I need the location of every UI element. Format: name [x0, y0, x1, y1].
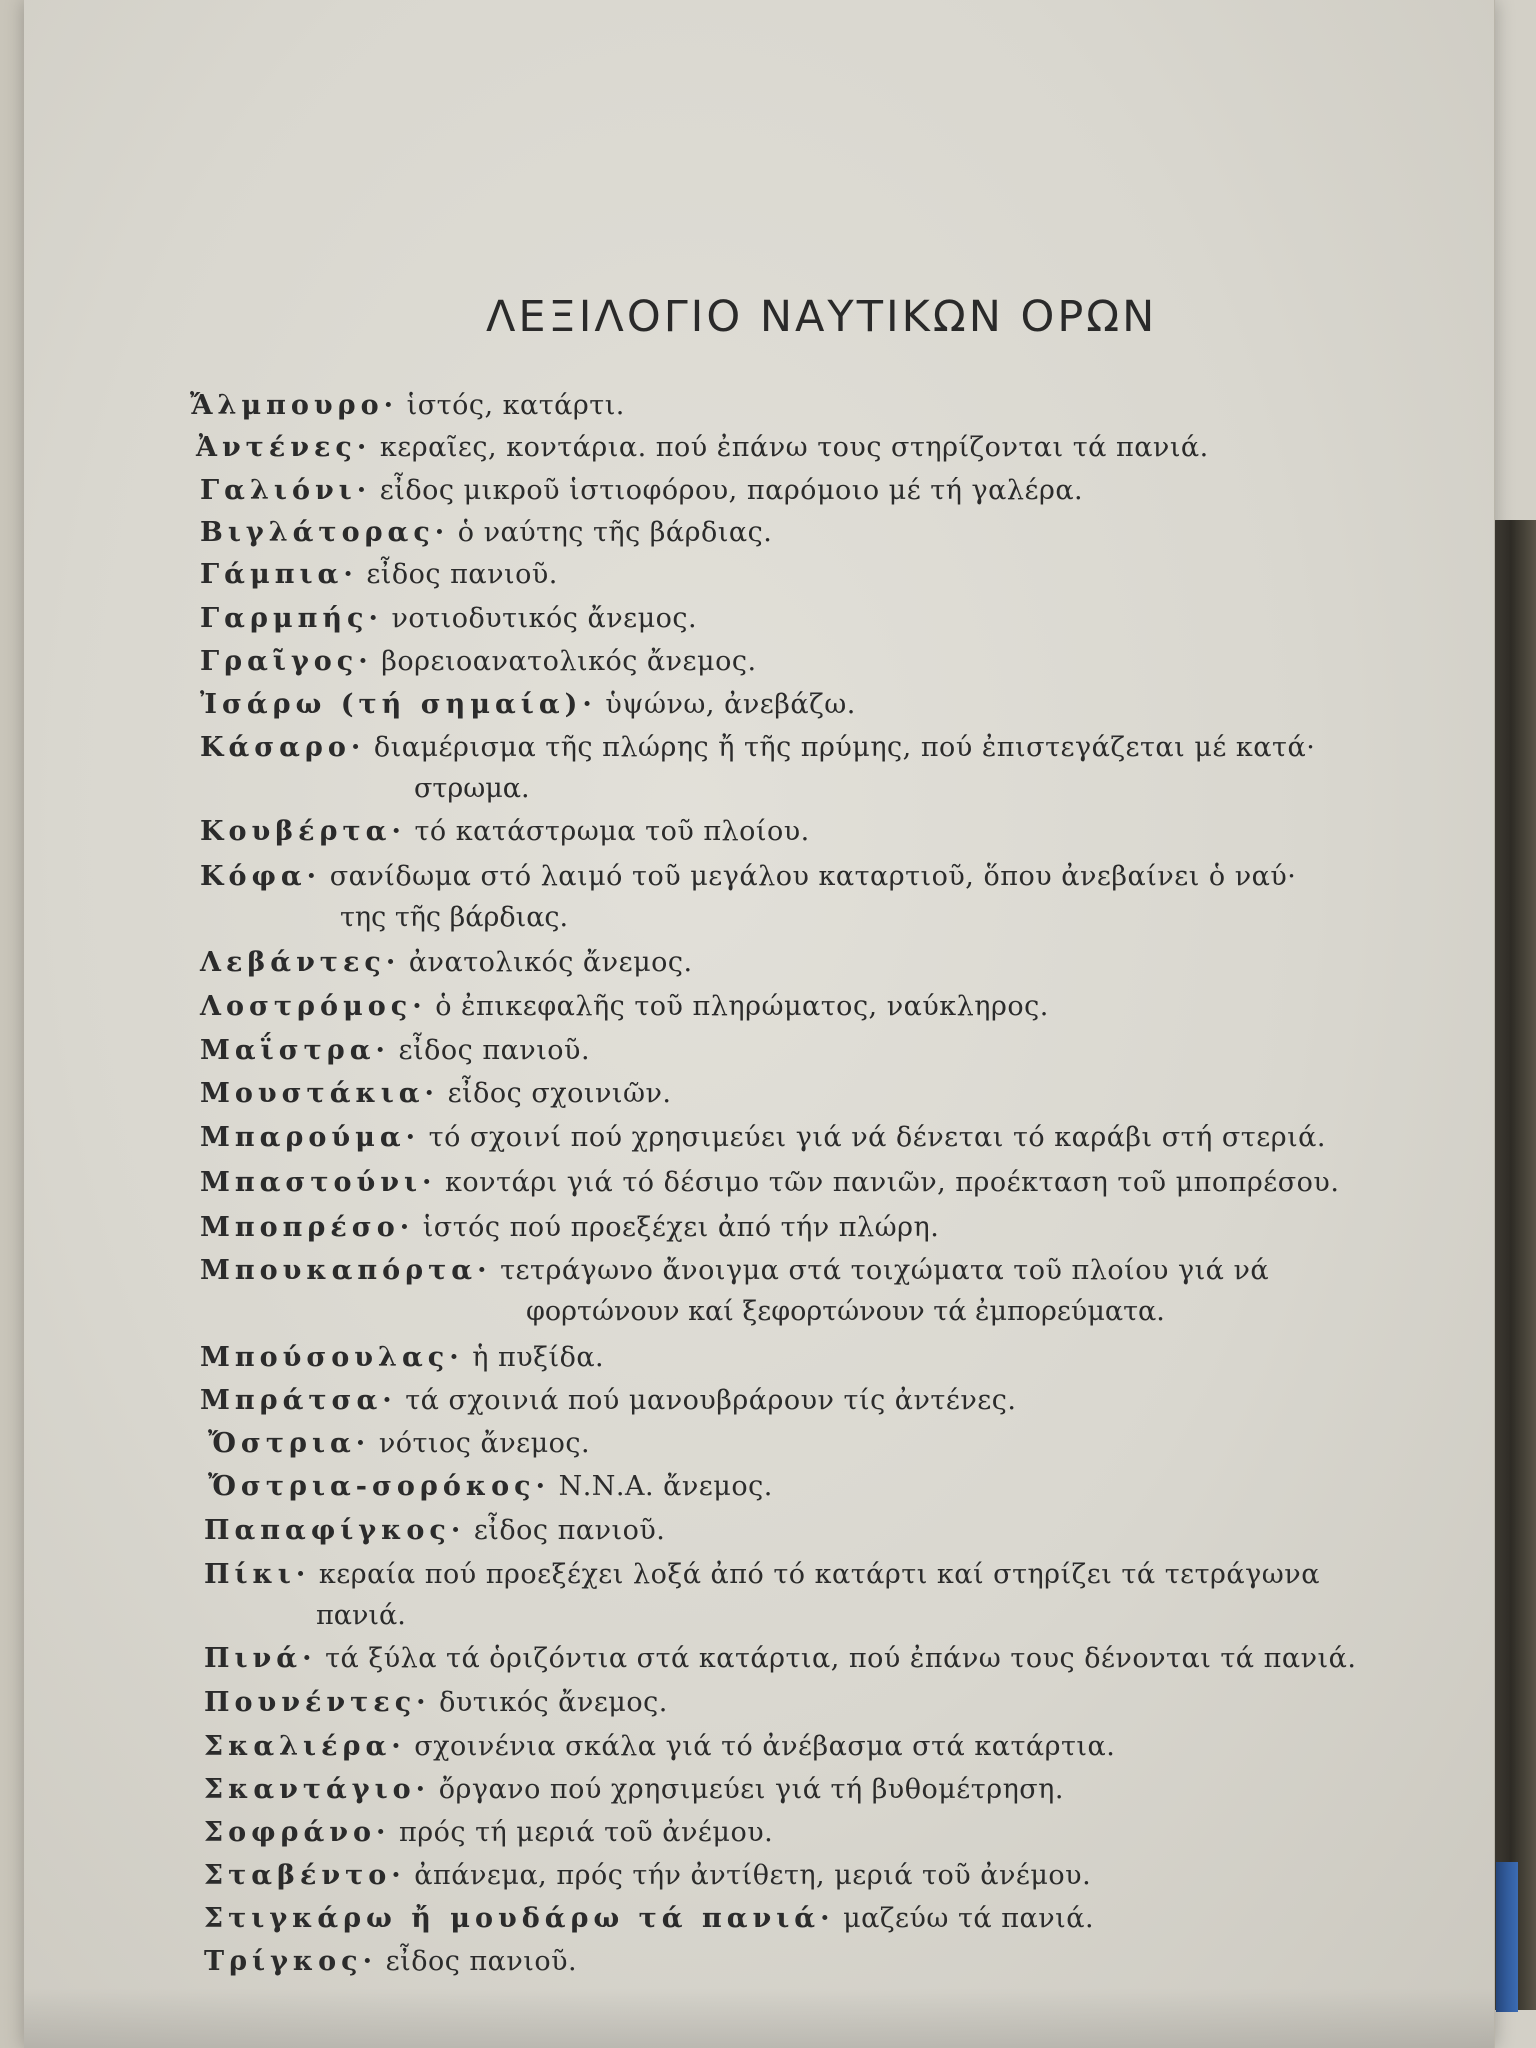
- entry-definition: ὄργανο πού χρησιμεύει γιά τή βυθομέτρηση.: [438, 1774, 1064, 1805]
- glossary-entry: [196, 427, 1209, 468]
- entry-term: Μουστάκια·: [200, 1078, 439, 1109]
- entry-term: Πίκι·: [204, 1559, 311, 1590]
- glossary-entry: [204, 1726, 1115, 1767]
- entry-definition: εἶδος πανιοῦ.: [473, 1515, 666, 1546]
- entry-term: Βιγλάτορας·: [200, 517, 450, 548]
- glossary-entry: [204, 1812, 773, 1853]
- glossary-entry: [190, 385, 625, 426]
- glossary-entry: [200, 512, 772, 553]
- page-title: ΛΕΞΙΛΟΓΙΟ ΝΑΥΤΙΚΩΝ ΟΡΩΝ: [486, 292, 1158, 342]
- entry-term: Σκαντάγιο·: [204, 1774, 431, 1805]
- entry-continuation: φορτώνουν καί ξεφορτώνουν τά ἐμπορεύματα.: [526, 1296, 1165, 1327]
- entry-term: Ἰσάρω (τή σημαία)·: [200, 689, 597, 720]
- glossary-entry: [200, 727, 1315, 809]
- entry-term: Κουβέρτα·: [200, 816, 406, 847]
- entry-continuation: πανιά.: [316, 1600, 406, 1631]
- entry-definition: κεραία πού προεξέχει λοξά ἀπό τό κατάρτι καί στηρίζει τά τετράγωνα: [318, 1559, 1320, 1590]
- entry-definition: ὑψώνω, ἀνεβάζω.: [605, 689, 856, 720]
- entry-term: Μπουκαπόρτα·: [200, 1255, 492, 1286]
- entry-term: Μπράτσα·: [200, 1385, 397, 1416]
- entry-definition: ἀπάνεμα, πρός τήν ἀντίθετη, μεριά τοῦ ἀνέμου.: [414, 1860, 1092, 1891]
- glossary-entry: [200, 942, 693, 983]
- entry-term: Κόφα·: [200, 861, 322, 892]
- entry-term: Γαλιόνι·: [200, 475, 372, 506]
- glossary-entry: [200, 1380, 1016, 1421]
- entry-definition: εἶδος σχοινιῶν.: [447, 1078, 672, 1109]
- glossary-entry: [208, 1466, 773, 1507]
- entry-term: Παπαφίγκος·: [204, 1515, 466, 1546]
- glossary-entry: [204, 1554, 1320, 1636]
- entry-definition: ἱστός πού προεξέχει ἀπό τήν πλώρη.: [422, 1212, 940, 1243]
- entry-definition: πρός τή μεριά τοῦ ἀνέμου.: [399, 1817, 774, 1848]
- entry-term: Πινά·: [204, 1643, 317, 1674]
- entry-term: Λοστρόμος·: [200, 991, 427, 1022]
- entry-definition: ὁ ἐπικεφαλῆς τοῦ πληρώματος, ναύκληρος.: [435, 991, 1049, 1022]
- glossary-entry: [200, 641, 757, 682]
- entry-term: Ἀντένες·: [196, 432, 372, 463]
- glossary-entry: [200, 856, 1296, 938]
- glossary-entry: [200, 554, 558, 595]
- entry-term: Γραῖγος·: [200, 646, 373, 677]
- glossary-entry: [204, 1682, 668, 1723]
- glossary-entry: [204, 1898, 1094, 1939]
- entry-definition: τά ξύλα τά ὁριζόντια στά κατάρτια, πού ἐπάνω τους δένονται τά πανιά.: [325, 1643, 1357, 1674]
- entry-term: Γαρμπής·: [200, 603, 383, 634]
- entry-definition: βορειοανατολικός ἄνεμος.: [381, 646, 757, 677]
- entry-definition: κοντάρι γιά τό δέσιμο τῶν πανιῶν, προέκταση τοῦ μποπρέσου.: [445, 1167, 1340, 1198]
- glossary-entry: [200, 1337, 604, 1378]
- glossary-entry: [200, 684, 856, 725]
- glossary-entry: [200, 811, 810, 852]
- entry-definition: διαμέρισμα τῆς πλώρης ἤ τῆς πρύμης, πού ἐπιστεγάζεται μέ κατά·: [373, 732, 1316, 763]
- glossary-entry: [204, 1638, 1356, 1679]
- entry-definition: τό σχοινί πού χρησιμεύει γιά νά δένεται τό καράβι στή στεριά.: [428, 1122, 1326, 1153]
- entry-term: Μπαστούνι·: [200, 1167, 437, 1198]
- glossary-entry: [204, 1855, 1091, 1896]
- entry-term: Μπαρούμα·: [200, 1122, 421, 1153]
- entry-definition: ὁ ναύτης τῆς βάρδιας.: [457, 517, 773, 548]
- entry-term: Ὄστρια-σορόκος·: [208, 1471, 550, 1502]
- entry-term: Ὄστρια·: [208, 1428, 371, 1459]
- glossary-entry: [200, 1030, 590, 1071]
- entry-definition: κεραῖες, κοντάρια. πού ἐπάνω τους στηρίζονται τά πανιά.: [379, 432, 1209, 463]
- book-cover-edge: [1496, 1862, 1518, 2012]
- glossary-entry: [204, 1510, 665, 1551]
- page-shadow: [24, 1988, 1494, 2048]
- entry-term: Σκαλιέρα·: [204, 1731, 406, 1762]
- entry-definition: τό κατάστρωμα τοῦ πλοίου.: [414, 816, 810, 847]
- book-spine-edge: [1490, 520, 1536, 2010]
- glossary-entry: [200, 598, 697, 639]
- entry-definition: σχοινένια σκάλα γιά τό ἀνέβασμα στά κατάρτια.: [414, 1731, 1116, 1762]
- entry-term: Ἄλμπουρο·: [190, 390, 399, 421]
- entry-definition: τά σχοινιά πού μανουβράρουν τίς ἀντένες.: [405, 1385, 1017, 1416]
- glossary-entry: [204, 1769, 1064, 1810]
- entry-term: Μπούσουλας·: [200, 1342, 464, 1373]
- glossary-entry: [200, 1162, 1339, 1203]
- entry-term: Σοφράνο·: [204, 1817, 391, 1848]
- entry-term: Μαΐστρα·: [200, 1035, 390, 1066]
- entry-definition: εἶδος πανιοῦ.: [398, 1035, 591, 1066]
- entry-term: Κάσαρο·: [200, 732, 366, 763]
- book-page: [24, 0, 1495, 2048]
- entry-definition: μαζεύω τά πανιά.: [843, 1903, 1095, 1934]
- glossary-entry: [204, 1941, 577, 1982]
- entry-definition: τετράγωνο ἄνοιγμα στά τοιχώματα τοῦ πλοίου γιά νά: [500, 1255, 1270, 1286]
- entry-term: Γάμπια·: [200, 559, 358, 590]
- entry-definition: εἶδος πανιοῦ.: [366, 559, 558, 590]
- entry-definition: εἶδος πανιοῦ.: [385, 1946, 578, 1977]
- entry-continuation: της τῆς βάρδιας.: [340, 902, 569, 933]
- entry-term: Τρίγκος·: [204, 1946, 378, 1977]
- entry-definition: εἶδος μικροῦ ἱστιοφόρου, παρόμοιο μέ τή γαλέρα.: [379, 475, 1084, 506]
- glossary-entry: [200, 1250, 1269, 1332]
- entry-definition: σανίδωμα στό λαιμό τοῦ μεγάλου καταρτιοῦ, ὅπου ἀνεβαίνει ὁ ναύ·: [329, 861, 1297, 892]
- glossary-entry: [208, 1423, 590, 1464]
- entry-definition: ἱστός, κατάρτι.: [406, 390, 625, 421]
- entry-term: Στιγκάρω ἤ μουδάρω τά πανιά·: [204, 1903, 835, 1934]
- entry-term: Μποπρέσο·: [200, 1212, 415, 1243]
- entry-definition: νοτιοδυτικός ἄνεμος.: [391, 603, 698, 634]
- glossary-entry: [200, 986, 1049, 1027]
- entry-definition: ἡ πυξίδα.: [472, 1342, 605, 1373]
- entry-term: Σταβέντο·: [204, 1860, 406, 1891]
- entry-term: Λεβάντες·: [200, 947, 401, 978]
- entry-definition: δυτικός ἄνεμος.: [439, 1687, 668, 1718]
- glossary-entry: [200, 1073, 672, 1114]
- entry-term: Πουνέντες·: [204, 1687, 431, 1718]
- entry-definition: νότιος ἄνεμος.: [378, 1428, 591, 1459]
- entry-definition: Ν.Ν.Α. ἄνεμος.: [558, 1471, 773, 1502]
- glossary-entry: [200, 1207, 939, 1248]
- glossary-entry: [200, 470, 1083, 511]
- entry-definition: ἀνατολικός ἄνεμος.: [408, 947, 693, 978]
- entry-continuation: στρωμα.: [414, 773, 530, 804]
- glossary-entry: [200, 1117, 1326, 1158]
